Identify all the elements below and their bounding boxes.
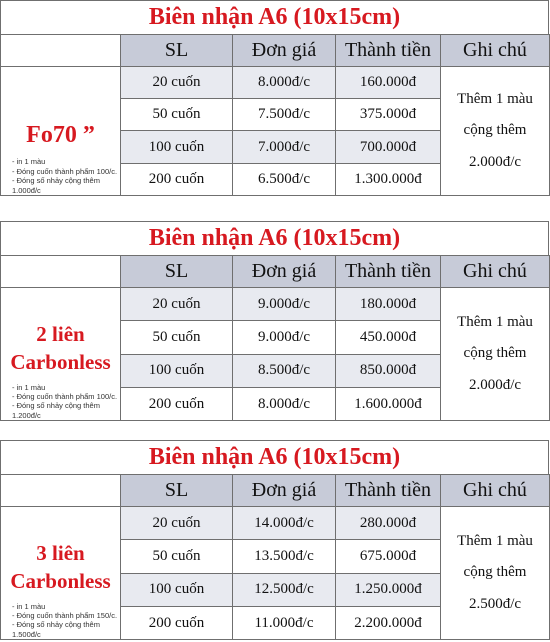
product-notes xyxy=(1,157,120,195)
total-cell: 160.000đ xyxy=(336,67,441,99)
note-line: - Đóng cuốn thành phẩm 150/c. xyxy=(12,611,118,621)
remark-cell xyxy=(441,288,550,421)
qty-cell: 20 cuốn xyxy=(121,288,233,321)
unit-price-cell: 8.000đ/c xyxy=(233,387,336,420)
product-name xyxy=(1,507,120,596)
header-unit-price: Đơn giá xyxy=(233,35,336,67)
qty-cell: 20 cuốn xyxy=(121,507,233,540)
remark-line: Thêm 1 màu xyxy=(457,313,533,330)
product-name-line: 3 liên xyxy=(36,541,85,565)
remark-line: 2.000đ/c xyxy=(468,376,522,393)
remark-line: 2.000đ/c xyxy=(468,153,522,170)
price-block xyxy=(0,0,549,196)
total-cell: 280.000đ xyxy=(336,507,441,540)
block-title: Biên nhận A6 (10x15cm) xyxy=(0,0,549,34)
header-total: Thành tiền xyxy=(336,35,441,67)
product-name xyxy=(1,67,120,151)
total-cell: 2.200.000đ xyxy=(336,606,441,639)
qty-cell: 200 cuốn xyxy=(121,606,233,639)
total-cell: 1.300.000đ xyxy=(336,163,441,195)
product-name-line: Fo70 ” xyxy=(26,122,95,148)
header-blank xyxy=(1,256,121,288)
price-block xyxy=(0,440,549,640)
remark-line: Thêm 1 màu xyxy=(457,532,533,549)
total-cell: 1.250.000đ xyxy=(336,573,441,606)
note-line: - in 1 màu xyxy=(12,601,46,611)
header-note: Ghi chú xyxy=(441,475,550,507)
header-row xyxy=(1,35,550,67)
remark-line: cộng thêm xyxy=(463,564,527,581)
total-cell: 180.000đ xyxy=(336,288,441,321)
note-line: - Đóng số nhảy cộng thêm 1.200đ/c xyxy=(12,401,100,420)
note-line: - Đóng cuốn thành phẩm 100/c. xyxy=(12,392,118,402)
total-cell: 850.000đ xyxy=(336,354,441,387)
unit-price-cell: 13.500đ/c xyxy=(233,540,336,573)
note-line: - in 1 màu xyxy=(12,157,46,167)
note-line: - in 1 màu xyxy=(12,382,46,392)
unit-price-cell: 11.000đ/c xyxy=(233,606,336,639)
remark-cell xyxy=(441,507,550,640)
header-qty: SL xyxy=(121,35,233,67)
total-cell: 375.000đ xyxy=(336,99,441,131)
header-blank xyxy=(1,475,121,507)
qty-cell: 200 cuốn xyxy=(121,387,233,420)
remark-line: Thêm 1 màu xyxy=(457,90,533,107)
header-row xyxy=(1,256,550,288)
product-name-line: Carbonless xyxy=(10,350,111,375)
block-title: Biên nhận A6 (10x15cm) xyxy=(0,440,549,474)
header-unit-price: Đơn giá xyxy=(233,256,336,288)
price-block xyxy=(0,221,549,421)
product-name-line: Carbonless xyxy=(10,569,111,594)
product-cell xyxy=(1,67,121,196)
unit-price-cell: 9.000đ/c xyxy=(233,321,336,354)
header-qty: SL xyxy=(121,256,233,288)
header-total: Thành tiền xyxy=(336,475,441,507)
qty-cell: 50 cuốn xyxy=(121,540,233,573)
note-line: - Đóng số nhảy cộng thêm 1.000đ/c xyxy=(12,176,100,195)
price-table xyxy=(0,34,550,196)
unit-price-cell: 8.000đ/c xyxy=(233,67,336,99)
header-qty: SL xyxy=(121,475,233,507)
product-notes xyxy=(1,602,120,640)
table-row xyxy=(1,507,550,540)
header-note: Ghi chú xyxy=(441,256,550,288)
header-unit-price: Đơn giá xyxy=(233,475,336,507)
block-title: Biên nhận A6 (10x15cm) xyxy=(0,221,549,255)
note-line: - Đóng số nhảy cộng thêm 1.500đ/c xyxy=(12,620,100,639)
price-table xyxy=(0,255,550,421)
header-row xyxy=(1,475,550,507)
qty-cell: 50 cuốn xyxy=(121,99,233,131)
header-total: Thành tiền xyxy=(336,256,441,288)
qty-cell: 20 cuốn xyxy=(121,67,233,99)
table-row xyxy=(1,288,550,321)
note-line: - Đóng cuốn thành phẩm 100/c. xyxy=(12,166,118,176)
product-name-line: 2 liên xyxy=(36,322,85,346)
remark-line: cộng thêm xyxy=(463,345,527,362)
unit-price-cell: 9.000đ/c xyxy=(233,288,336,321)
unit-price-cell: 8.500đ/c xyxy=(233,354,336,387)
total-cell: 675.000đ xyxy=(336,540,441,573)
product-notes xyxy=(1,383,120,421)
table-row xyxy=(1,67,550,99)
remark-cell xyxy=(441,67,550,196)
qty-cell: 200 cuốn xyxy=(121,163,233,195)
qty-cell: 100 cuốn xyxy=(121,354,233,387)
qty-cell: 100 cuốn xyxy=(121,573,233,606)
total-cell: 1.600.000đ xyxy=(336,387,441,420)
remark-line: cộng thêm xyxy=(463,122,527,139)
total-cell: 450.000đ xyxy=(336,321,441,354)
unit-price-cell: 6.500đ/c xyxy=(233,163,336,195)
unit-price-cell: 12.500đ/c xyxy=(233,573,336,606)
total-cell: 700.000đ xyxy=(336,131,441,163)
unit-price-cell: 7.000đ/c xyxy=(233,131,336,163)
header-blank xyxy=(1,35,121,67)
qty-cell: 50 cuốn xyxy=(121,321,233,354)
product-cell xyxy=(1,507,121,640)
unit-price-cell: 14.000đ/c xyxy=(233,507,336,540)
product-cell xyxy=(1,288,121,421)
qty-cell: 100 cuốn xyxy=(121,131,233,163)
product-name xyxy=(1,288,120,377)
unit-price-cell: 7.500đ/c xyxy=(233,99,336,131)
header-note: Ghi chú xyxy=(441,35,550,67)
price-table xyxy=(0,474,550,640)
remark-line: 2.500đ/c xyxy=(468,595,522,612)
